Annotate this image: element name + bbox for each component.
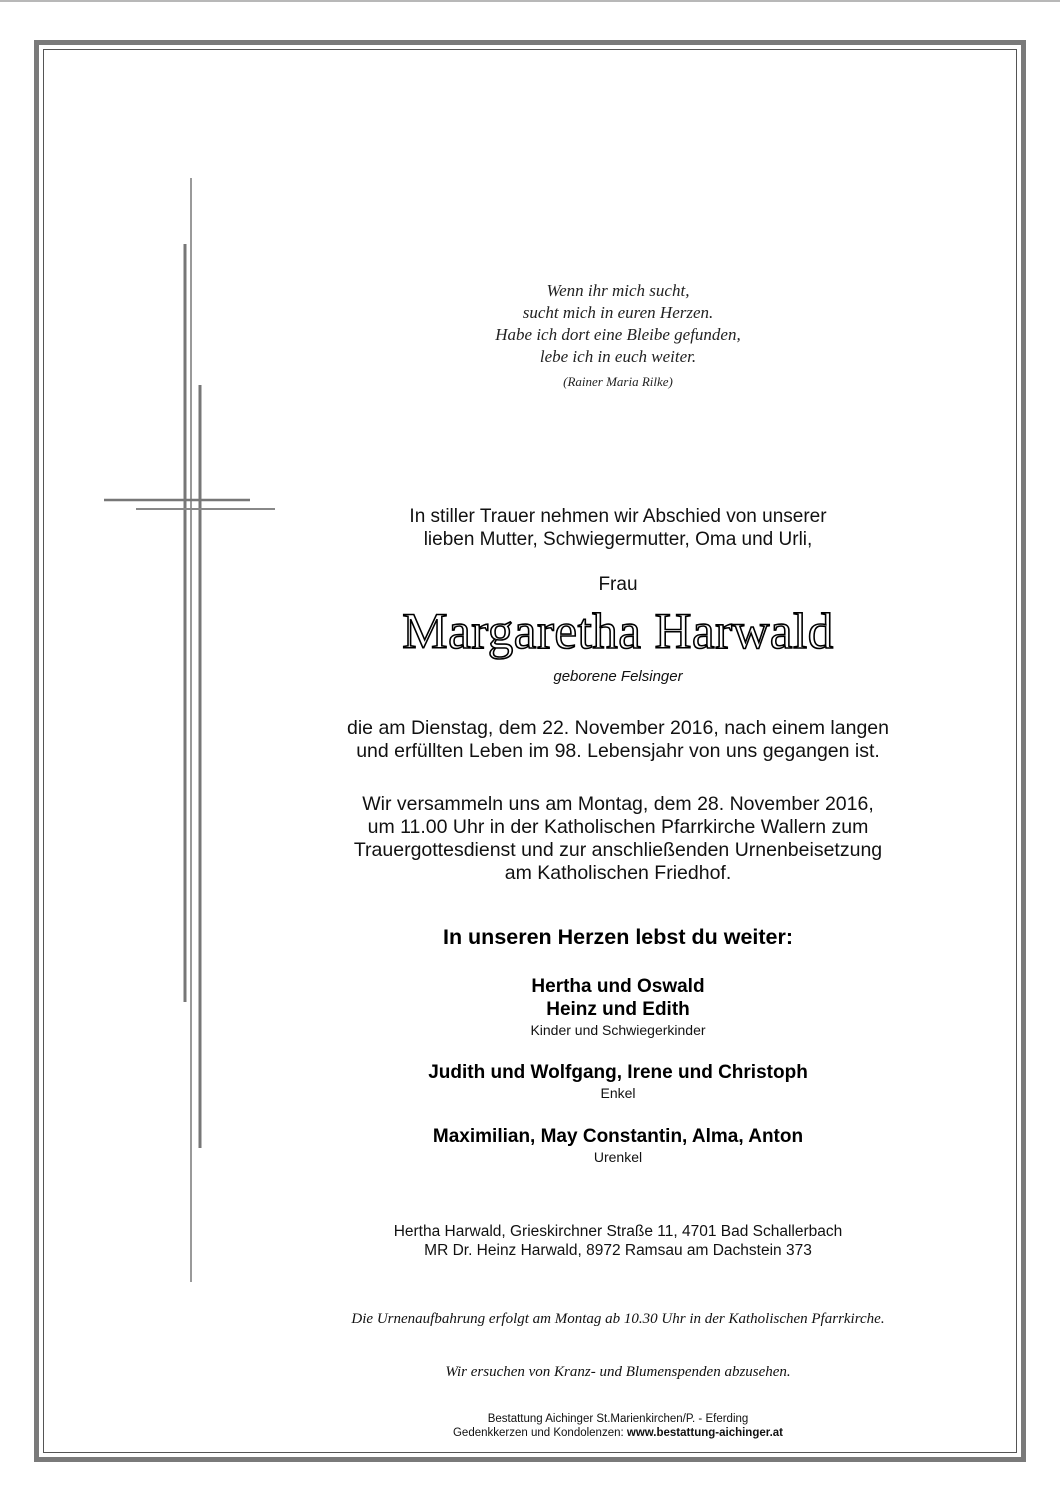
footer	[300, 1412, 936, 1440]
ceremony-line: Trauergottesdienst und zur anschließenden Urnenbeisetzung	[353, 839, 883, 861]
mourner-names: Hertha und Oswald	[531, 976, 705, 997]
address-line: MR Dr. Heinz Harwald, 8972 Ramsau am Dachstein 373	[424, 1242, 812, 1259]
hearts-heading: In unseren Herzen lebst du weiter:	[442, 925, 794, 949]
intro-line: lieben Mutter, Schwiegermutter, Oma und Urli,	[423, 529, 813, 550]
intro-text	[300, 505, 936, 551]
poem-line: sucht mich in euren Herzen.	[522, 303, 714, 322]
flowers-note: Wir ersuchen von Kranz- und Blumenspenden abzusehen.	[445, 1364, 791, 1380]
condolence-line	[300, 1426, 936, 1440]
condolence-label: Gedenkkerzen und Kondolenzen:	[452, 1427, 627, 1439]
death-notice-line: und erfüllten Leben im 98. Lebensjahr von uns gegangen ist.	[356, 740, 880, 762]
mourner-relation: Enkel	[600, 1085, 636, 1101]
intro-line: In stiller Trauer nehmen wir Abschied von unserer	[409, 506, 827, 527]
birth-name: geborene Felsinger	[553, 668, 683, 685]
address-line: Hertha Harwald, Grieskirchner Straße 11, 4701 Bad Schallerbach	[393, 1223, 843, 1240]
mourner-group-great-grandchildren	[300, 1125, 936, 1166]
ceremony-line: am Katholischen Friedhof.	[504, 862, 732, 884]
mourner-names: Judith und Wolfgang, Irene und Christoph	[428, 1062, 808, 1083]
salutation: Frau	[598, 574, 638, 595]
mourner-relation: Kinder und Schwiegerkinder	[530, 1022, 706, 1038]
ceremony-line: um 11.00 Uhr in der Katholischen Pfarrkirche Wallern zum	[367, 816, 869, 838]
poem	[300, 280, 936, 368]
funeral-home-line: Bestattung Aichinger St.Marienkirchen/P. - Eferding	[487, 1413, 749, 1425]
death-notice-line: die am Dienstag, dem 22. November 2016, nach einem langen	[347, 717, 889, 739]
deceased-name: Margaretha Harwald	[402, 604, 834, 660]
mourner-group-children	[300, 975, 936, 1039]
family-addresses	[300, 1222, 936, 1260]
death-notice	[300, 717, 936, 763]
ceremony-details	[300, 793, 936, 885]
website-link[interactable]: www.bestattung-aichinger.at	[626, 1427, 784, 1439]
poem-line: lebe ich in euch weiter.	[539, 347, 697, 366]
mourner-group-grandchildren	[300, 1061, 936, 1102]
poem-line: Habe ich dort eine Bleibe gefunden,	[495, 325, 741, 344]
top-rule	[0, 0, 1060, 2]
mourner-relation: Urenkel	[593, 1149, 643, 1165]
mourner-names: Maximilian, May Constantin, Alma, Anton	[432, 1126, 804, 1147]
ceremony-line: Wir versammeln uns am Montag, dem 28. November 2016,	[362, 793, 874, 815]
poem-line: Wenn ihr mich sucht,	[546, 281, 690, 300]
mourner-names: Heinz und Edith	[546, 999, 690, 1020]
viewing-note: Die Urnenaufbahrung erfolgt am Montag ab 10.30 Uhr in der Katholischen Pfarrkirche.	[351, 1311, 885, 1327]
poem-author: (Rainer Maria Rilke)	[563, 374, 673, 389]
